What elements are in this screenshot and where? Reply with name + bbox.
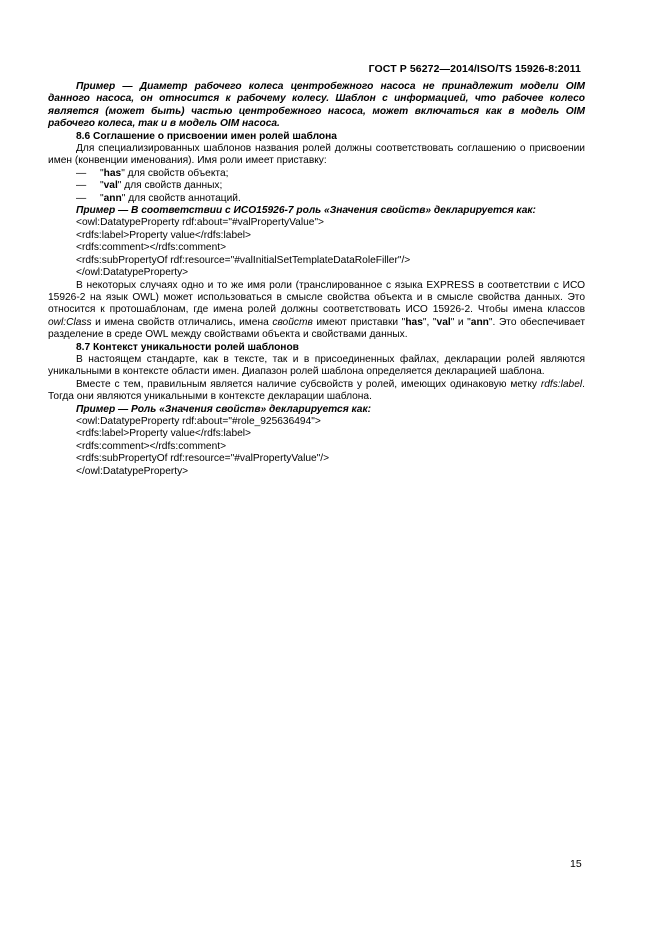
code-line: <rdfs:comment></rdfs:comment> — [76, 242, 227, 254]
code-line: <owl:DatatypeProperty rdf:about="#role_925636494"> — [76, 415, 321, 427]
code-line: <rdfs:subPropertyOf rdf:resource="#valInitialSetTemplateDataRoleFiller"/> — [76, 254, 411, 266]
section-8-6-heading: 8.6 Соглашение о присвоении имен ролей шаблона — [76, 130, 337, 142]
section-8-7-heading: 8.7 Контекст уникальности ролей шаблонов — [76, 341, 299, 353]
example-iso-15926-7-heading: Пример — В соответствии с ИСО15926-7 роль «Значения свойств» декларируется как: — [76, 205, 536, 217]
section-8-7-paragraph: В настоящем стандарте, как в тексте, так и в присоединенных файлах, декларации ролей являются уникальными в контексте области имен. Диапазон ролей шаблона определяется декларацией шаблона. — [48, 353, 585, 378]
code-line: <rdfs:subPropertyOf rdf:resource="#valPropertyValue"/> — [76, 453, 330, 465]
section-8-7-paragraph-2: Вместе с тем, правильным является наличие субсвойств у ролей, имеющих одинаковую метку rdfs:label. Тогда они являются уникальными в контексте декларации шаблона. — [48, 378, 585, 403]
example-impeller-diameter: Пример — Диаметр рабочего колеса центробежного насоса не принадлежит модели OIM данного насоса, он относится к рабочему колесу. Шаблон с информацией, что рабочее колесо является (может быть) частью центробежного насоса, может включаться как в модель OIM рабочего колеса, так и в модель OIM насоса. — [48, 81, 585, 130]
code-line: <rdfs:label>Property value</rdfs:label> — [76, 229, 251, 241]
page-number: 15 — [570, 858, 582, 870]
code-line: </owl:DatatypeProperty> — [76, 465, 189, 477]
code-line: <owl:DatatypeProperty rdf:about="#valPropertyValue"> — [76, 217, 325, 229]
role-prefix-list — [48, 168, 585, 205]
code-line: <rdfs:label>Property value</rdfs:label> — [76, 428, 251, 440]
document-header: ГОСТ Р 56272—2014/ISO/TS 15926-8:2011 — [368, 63, 581, 75]
list-item: — "val" для свойств данных; — [76, 180, 223, 192]
dash-marker: — — [76, 167, 87, 179]
prefix-has: has — [103, 167, 122, 179]
prefix-ann: ann — [103, 192, 122, 204]
dash-marker: — — [76, 192, 87, 204]
list-item: — "has" для свойств объекта; — [76, 167, 229, 179]
section-8-6-paragraph: Для специализированных шаблонов названия ролей должны соответствовать соглашению о присвоении имен (конвенции именования). Имя роли имеет приставку: — [48, 143, 585, 167]
code-line: <rdfs:comment></rdfs:comment> — [76, 440, 227, 452]
list-item: — "ann" для свойств аннотаций. — [76, 192, 241, 204]
section-8-6-paragraph-2: В некоторых случаях одно и то же имя роли (транслированное с языка EXPRESS в соответствии с ИСО 15926-2 на язык OWL) может использоваться в смысле свойства объекта и в смысле свойства данных. Это относится к протошаблонам, где имена ролей должны соответствовать ИСО 15926-2. Чтобы имена классов owl:Class и имена свойств отличались, имена свойств имеют приставки "has", "val" и "ann". Это обеспечивает разделение в среде OWL между свойствами объекта и свойствами данных. — [48, 279, 586, 341]
page-body — [48, 81, 585, 478]
example-property-value-heading: Пример — Роль «Значения свойств» декларируется как: — [76, 403, 372, 415]
prefix-val: val — [103, 180, 118, 192]
dash-marker: — — [76, 180, 87, 192]
code-line: </owl:DatatypeProperty> — [76, 267, 189, 279]
